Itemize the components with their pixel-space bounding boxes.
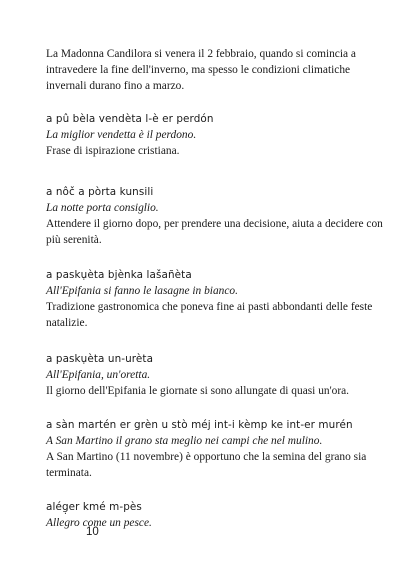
- proverb-entry: [46, 351, 396, 399]
- intro-paragraph: La Madonna Candilora si venera il 2 febbraio, quando si comincia a intravedere la fine dell'inverno, ma spesso le condizioni climatiche invernali durano fino a marzo.: [46, 48, 356, 92]
- proverb-dialect: a sàn martén er grèn u stò méj int-i kèmp ke int-er murén: [46, 419, 353, 431]
- page-number: 10: [86, 526, 99, 538]
- proverb-entry: [46, 267, 396, 331]
- proverb-note: Frase di ispirazione cristiana.: [46, 145, 180, 157]
- proverb-translation: A San Martino il grano sta meglio nei campi che nel mulino.: [46, 435, 323, 447]
- proverb-translation: All'Epifania, un'oretta.: [46, 369, 151, 381]
- proverb-dialect: a paskụèta un-urèta: [46, 353, 154, 365]
- proverb-translation: La miglior vendetta è il perdono.: [46, 129, 197, 141]
- proverb-entry: [46, 184, 396, 248]
- proverb-entry: [46, 417, 396, 481]
- proverb-entry: [46, 111, 396, 159]
- proverb-note: A San Martino (11 novembre) è opportuno che la semina del grano sia terminata.: [46, 451, 367, 479]
- proverb-dialect: alég̣er kmé m-pès: [46, 501, 142, 513]
- proverb-note: Tradizione gastronomica che poneva fine ai pasti abbondanti delle feste natalizie.: [46, 301, 373, 329]
- proverb-translation: La notte porta consiglio.: [46, 202, 159, 214]
- proverb-dialect: a pû bèla vendèta l-è er perdón: [46, 113, 214, 125]
- proverb-note: Attendere il giorno dopo, per prendere una decisione, aiuta a decidere con più serenità.: [46, 218, 383, 246]
- proverb-dialect: a paskụèta bjènka lašañèta: [46, 269, 192, 281]
- proverb-translation: Allegro come un pesce.: [46, 517, 152, 529]
- proverb-translation: All'Epifania si fanno le lasagne in bianco.: [46, 285, 238, 297]
- proverb-dialect: a nôč a pòrta kunsili: [46, 186, 154, 198]
- proverb-note: Il giorno dell'Epifania le giornate si sono allungate di quasi un'ora.: [46, 385, 350, 397]
